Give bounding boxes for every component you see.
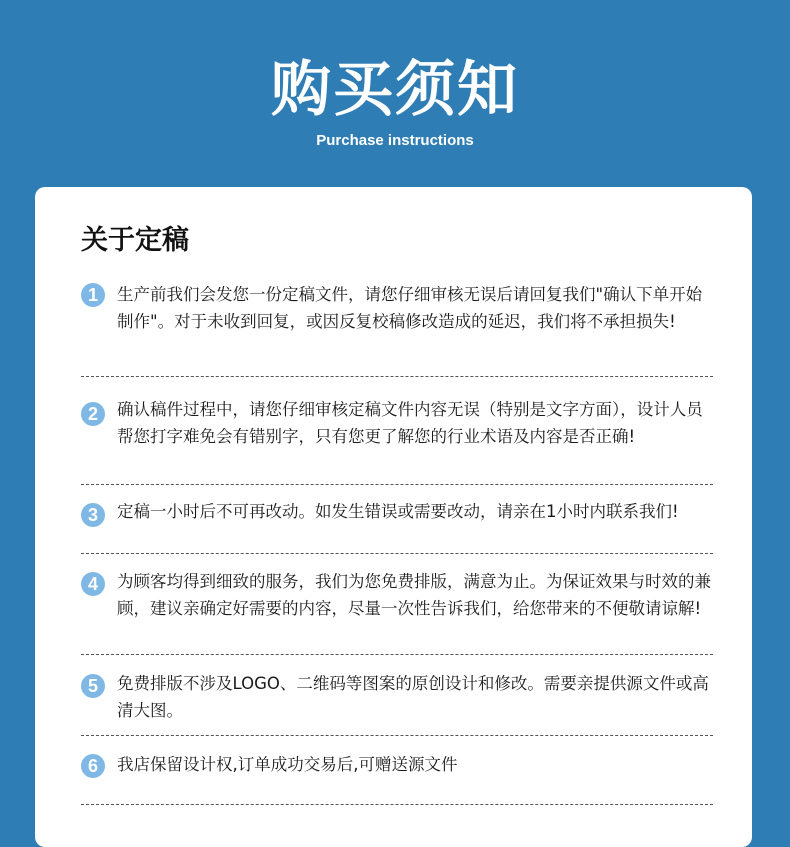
- divider-2: [81, 484, 713, 485]
- divider-4: [81, 654, 713, 655]
- section-title: 关于定稿: [81, 225, 189, 256]
- number-badge-2: 2: [81, 402, 105, 426]
- number-badge-1: 1: [81, 283, 105, 307]
- number-badge-4: 4: [81, 572, 105, 596]
- divider-1: [81, 376, 713, 377]
- notice-text-6: 我店保留设计权,订单成功交易后,可赠送源文件: [117, 755, 458, 774]
- notice-text-5: 免费排版不涉及LOGO、二维码等图案的原创设计和修改。需要亲提供源文件或高清大图。: [117, 674, 709, 720]
- notice-item-1: [81, 281, 713, 335]
- notice-text-2: 确认稿件过程中，请您仔细审核定稿文件内容无误（特别是文字方面），设计人员帮您打字难免会有错别字，只有您更了解您的行业术语及内容是否正确!: [117, 400, 703, 446]
- notice-item-4: [81, 568, 713, 622]
- notice-text-1: 生产前我们会发您一份定稿文件，请您仔细审核无误后请回复我们"确认下单开始制作"。对于未收到回复，或因反复校稿修改造成的延迟，我们将不承担损失!: [117, 285, 703, 331]
- page-title: 购买须知: [271, 55, 519, 125]
- divider-3: [81, 553, 713, 554]
- notice-text-4: 为顾客均得到细致的服务，我们为您免费排版，满意为止。为保证效果与时效的兼顾，建议亲确定好需要的内容，尽量一次性告诉我们，给您带来的不便敬请谅解!: [117, 572, 711, 618]
- notice-item-5: [81, 670, 713, 724]
- number-badge-6: 6: [81, 754, 105, 778]
- divider-5: [81, 735, 713, 736]
- number-badge-5: 5: [81, 674, 105, 698]
- notice-item-3: [81, 498, 713, 525]
- page-subtitle: Purchase instructions: [316, 132, 474, 149]
- notice-item-2: [81, 396, 713, 450]
- divider-6: [81, 804, 713, 805]
- notice-text-3: 定稿一小时后不可再改动。如发生错误或需要改动，请亲在1小时内联系我们!: [117, 502, 679, 521]
- content-card: [35, 187, 752, 847]
- number-badge-3: 3: [81, 503, 105, 527]
- notice-item-6: [81, 751, 713, 778]
